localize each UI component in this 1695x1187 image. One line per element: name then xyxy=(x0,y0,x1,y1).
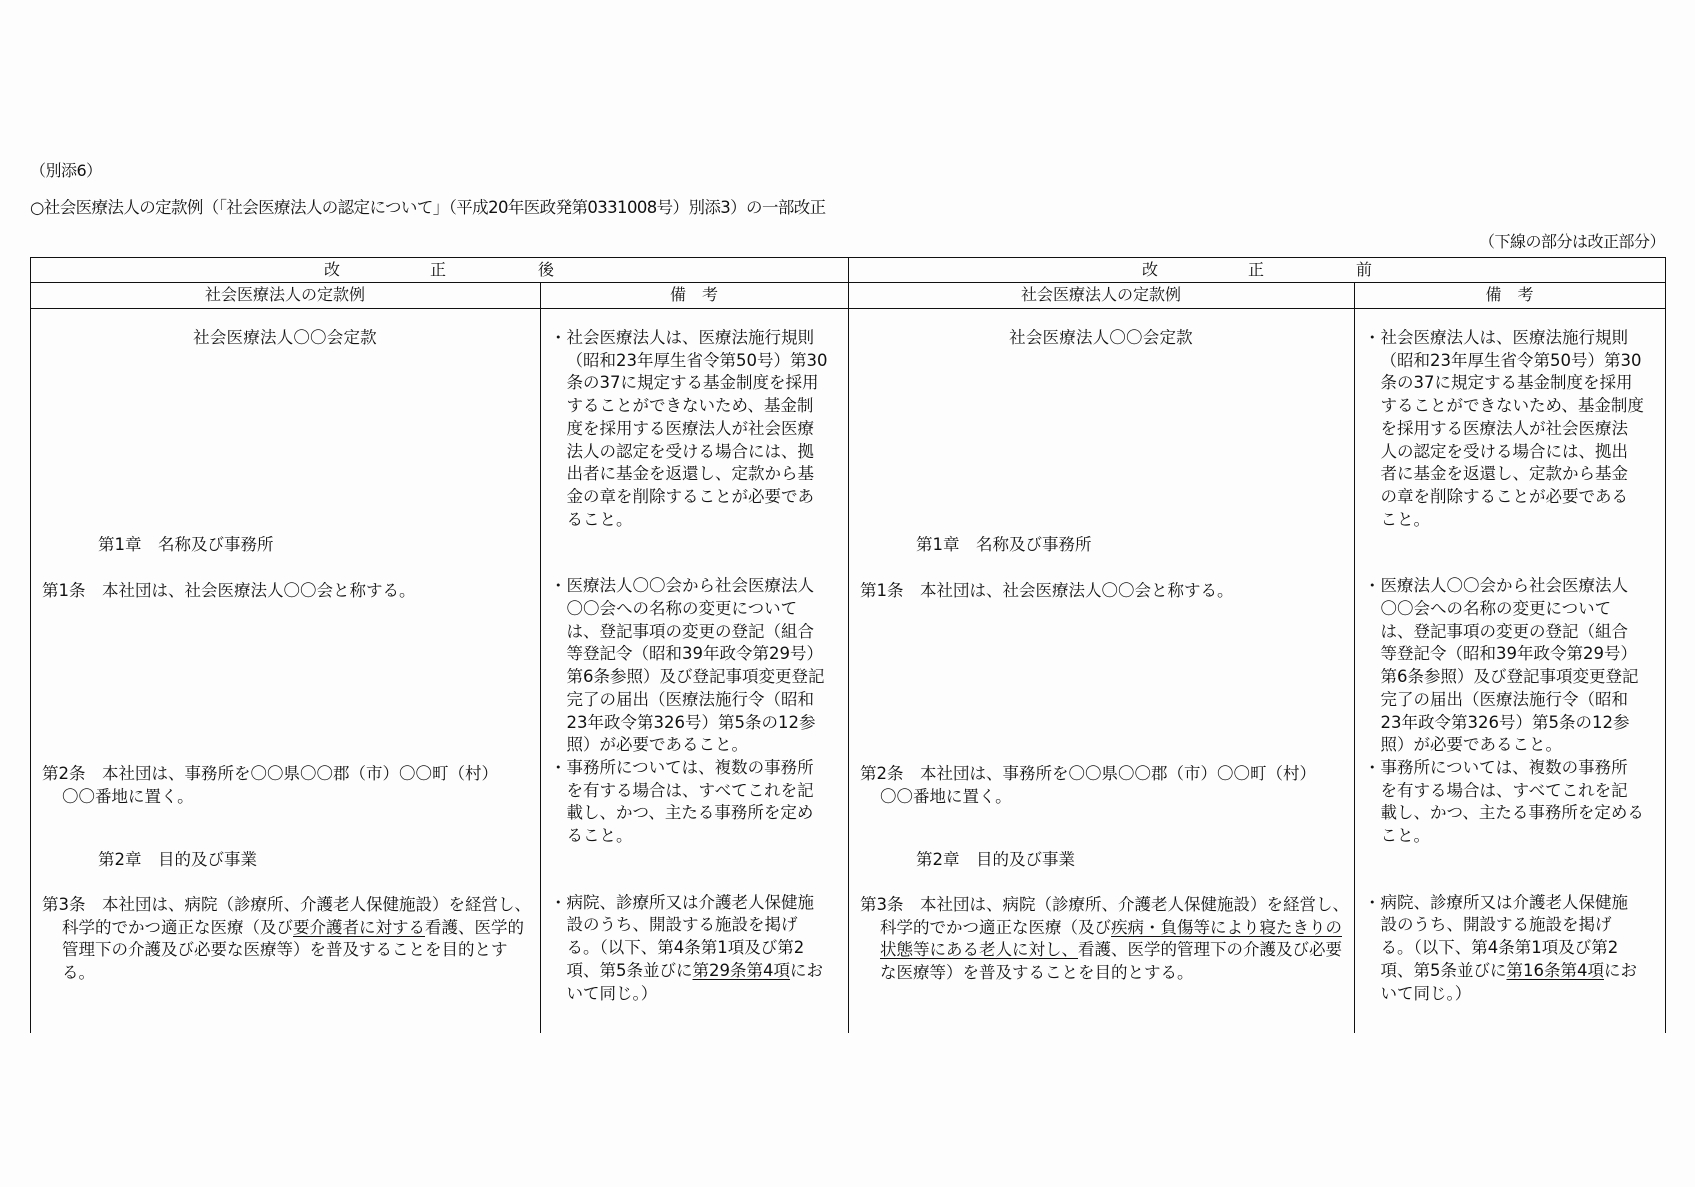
document-title: ○社会医療法人の定款例（「社会医療法人の認定について」（平成20年医政発第0331008号）別添3）の一部改正 xyxy=(30,198,826,217)
chapter-1-before: 第1章 名称及び事務所 xyxy=(916,535,1092,554)
group-header-before-char-1: 改 xyxy=(1142,260,1159,279)
article-2-after-line-1: 第2条 本社団は、事務所を〇〇県〇〇郡（市）〇〇町（村） xyxy=(42,764,498,783)
table-right-border xyxy=(1665,257,1666,1033)
column-divider-middle xyxy=(848,257,849,1033)
remark-2-before: ・医療法人〇〇会から社会医療法人〇〇会への名称の変更については、登記事項の変更の登記（組合等登記令（昭和39年政令第29号）第6条参照）及び登記事項変更登記完了の届出（医療法施行令（昭和23年政令第326号）第5条の12参照）が必要であること。 xyxy=(1364,576,1639,755)
group-header-after-char-2: 正 xyxy=(430,260,447,279)
article-2-after-line-2: 〇〇番地に置く。 xyxy=(62,786,194,806)
article-1-after: 第1条 本社団は、社会医療法人〇〇会と称する。 xyxy=(42,581,416,600)
remark-4-after-text-end: において同じ。） xyxy=(566,960,823,1003)
article-3-after-text: 第3条 本社団は、病院（診療所、介護老人保健施設）を経営し、科学的でかつ適正な医療（及び xyxy=(42,895,531,937)
remarks-before xyxy=(1364,303,1644,1005)
comparison-table xyxy=(30,257,1666,1033)
article-3-before-text-end: 看護、医学的管理下の介護及び必要な医療等）を普及することを目的とする。 xyxy=(880,940,1342,983)
col-header-remarks-after: 備 考 xyxy=(669,285,718,304)
group-header-after-char-1: 改 xyxy=(324,260,341,279)
group-header-after-char-3: 後 xyxy=(538,260,555,279)
remark-4-before-text: ・病院、診療所又は介護老人保健施設のうち、開設する施設を掲げる。（以下、第4条第1項及び第2項、第5条並びに xyxy=(1364,892,1628,980)
article-3-after-text-end: 看護、医学的管理下の介護及び必要な医療等）を普及することを目的とする。 xyxy=(62,917,524,983)
remark-1-after: ・社会医療法人は、医療法施行規則（昭和23年厚生省令第50号）第30条の37に規定する基金制度を採用することができないため、基金制度を採用する医療法人が社会医療法人の認定を受ける場合には、拠出者に基金を返還し、定款から基金の章を削除することが必要であること。 xyxy=(550,328,828,529)
article-3-before-amended: 疾病・負傷等により寝たきりの状態等にある老人に対し、 xyxy=(880,917,1342,960)
col-header-articles-before: 社会医療法人の定款例 xyxy=(1020,285,1181,304)
column-divider-after xyxy=(540,282,541,1033)
underline-legend-note: （下線の部分は改正部分） xyxy=(1478,232,1665,251)
article-2-before-line-1: 第2条 本社団は、事務所を〇〇県〇〇郡（市）〇〇町（村） xyxy=(860,764,1316,783)
remark-2-after: ・医療法人〇〇会から社会医療法人〇〇会への名称の変更については、登記事項の変更の登記（組合等登記令（昭和39年政令第29号）第6条参照）及び登記事項変更登記完了の届出（医療法施行令（昭和23年政令第326号）第5条の12参照）が必要であること。 xyxy=(550,576,825,755)
remark-4-after xyxy=(550,892,828,1006)
annex-label: （別添6） xyxy=(30,161,102,180)
chapter-2-after: 第2章 目的及び事業 xyxy=(98,850,257,869)
remark-3-before: ・事務所については、複数の事務所を有する場合は、すべてこれを記載し、かつ、主たる事務所を定めること。 xyxy=(1364,757,1644,846)
remark-1-before: ・社会医療法人は、医療法施行規則（昭和23年厚生省令第50号）第30条の37に規定する基金制度を採用することができないため、基金制度を採用する医療法人が社会医療法人の認定を受ける場合には、拠出者に基金を返還し、定款から基金の章を削除することが必要であること。 xyxy=(1364,328,1644,529)
article-1-before: 第1条 本社団は、社会医療法人〇〇会と称する。 xyxy=(860,581,1234,600)
col-header-articles-after: 社会医療法人の定款例 xyxy=(204,285,365,304)
article-2-before-line-2: 〇〇番地に置く。 xyxy=(880,786,1012,806)
remark-4-after-amended: 第29条第4項 xyxy=(692,960,790,980)
article-3-before xyxy=(860,894,1358,985)
remarks-after xyxy=(550,303,828,1005)
chapter-2-before: 第2章 目的及び事業 xyxy=(916,850,1075,869)
remark-3-after: ・事務所については、複数の事務所を有する場合は、すべてこれを記載し、かつ、主たる事務所を定めること。 xyxy=(550,757,814,846)
article-2-before xyxy=(860,763,1350,808)
articles-title-before: 社会医療法人〇〇会定款 xyxy=(1009,328,1193,347)
article-3-after-amended: 要介護者に対する xyxy=(293,917,425,937)
group-header-before-char-3: 前 xyxy=(1356,260,1373,279)
chapter-1-after: 第1章 名称及び事務所 xyxy=(98,535,274,554)
article-2-after xyxy=(42,763,532,808)
article-3-after xyxy=(42,894,540,985)
table-left-border xyxy=(30,257,31,1033)
remark-4-before-text-end: において同じ。） xyxy=(1380,960,1637,1003)
group-header-before-char-2: 正 xyxy=(1248,260,1265,279)
articles-title-after: 社会医療法人〇〇会定款 xyxy=(193,328,377,347)
remark-4-after-text: ・病院、診療所又は介護老人保健施設のうち、開設する施設を掲げる。（以下、第4条第1項及び第2項、第5条並びに xyxy=(550,892,814,980)
col-header-remarks-before: 備 考 xyxy=(1485,285,1534,304)
remark-4-before-amended: 第16条第4項 xyxy=(1506,960,1604,980)
remark-4-before xyxy=(1364,892,1644,1006)
article-3-before-text: 第3条 本社団は、病院（診療所、介護老人保健施設）を経営し、科学的でかつ適正な医療（及び xyxy=(860,895,1349,937)
